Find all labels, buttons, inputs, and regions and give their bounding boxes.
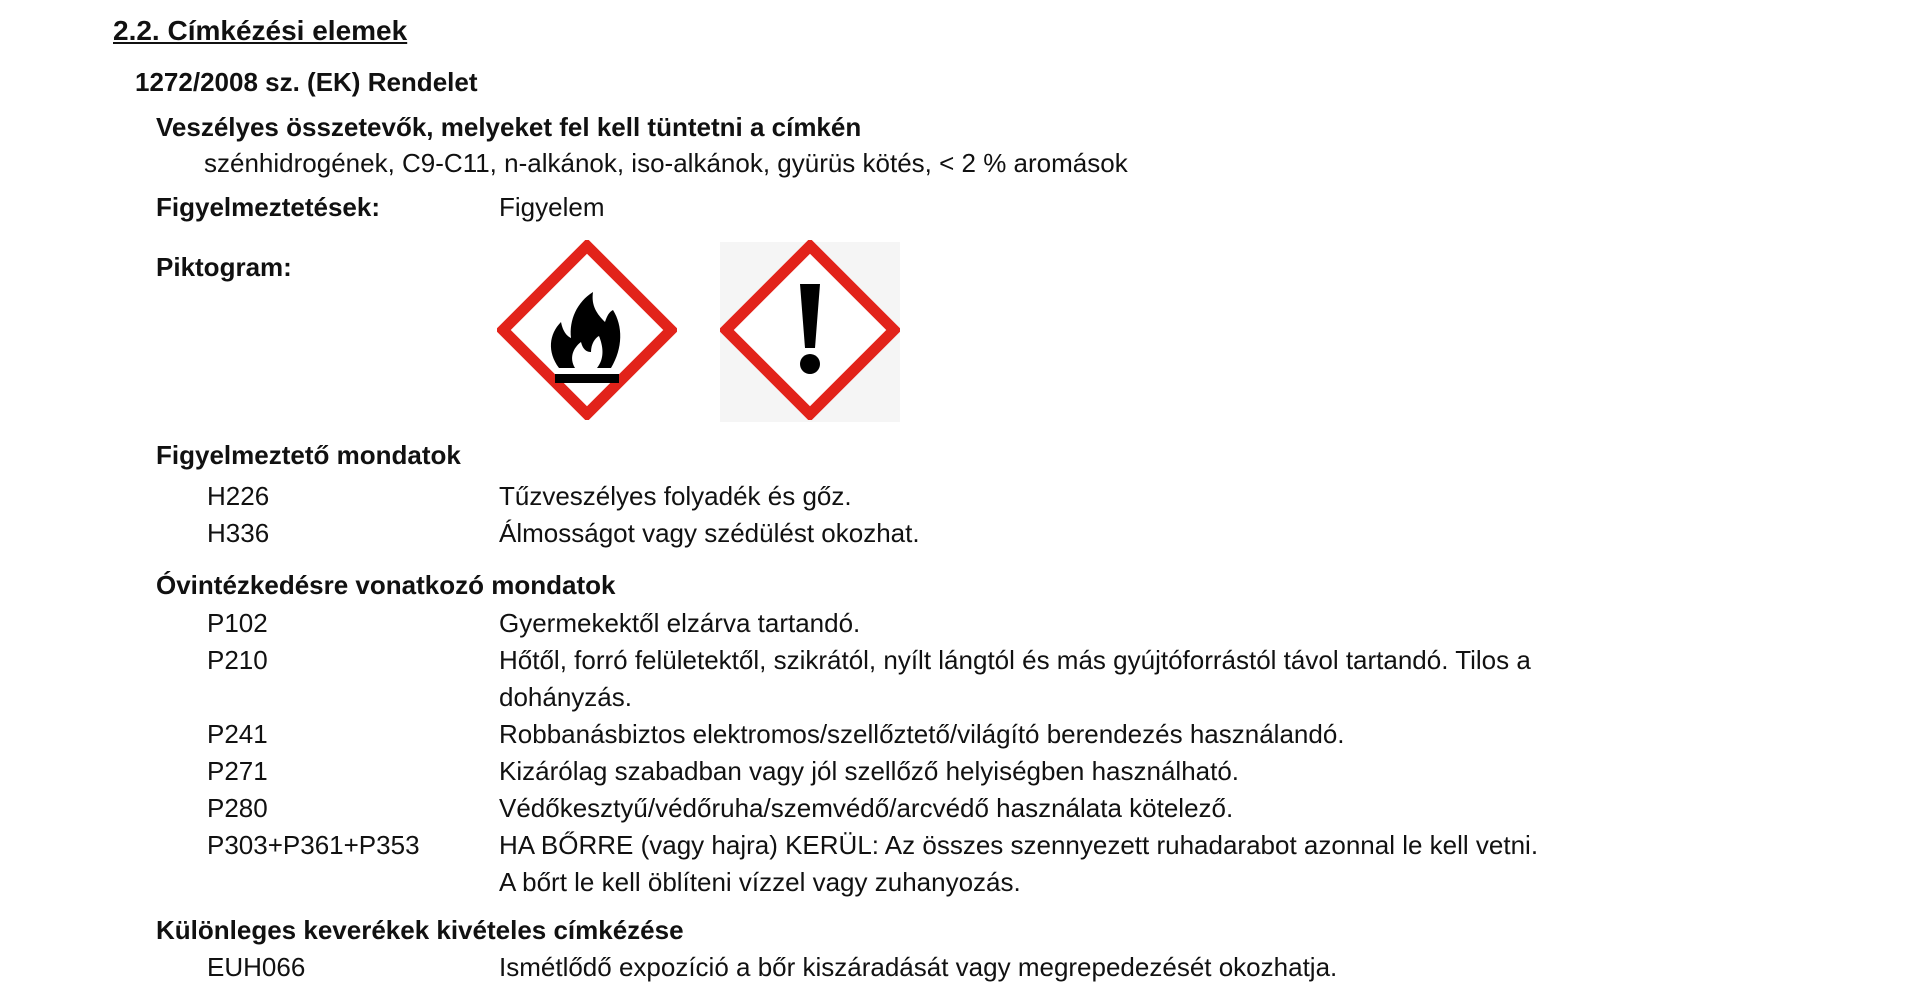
hazard-text: Tűzveszélyes folyadék és gőz. (499, 481, 852, 511)
regulation-heading: 1272/2008 sz. (EK) Rendelet (135, 67, 478, 97)
hazardous-components-heading: Veszélyes összetevők, melyeket fel kell tüntetni a címkén (156, 112, 862, 142)
precaution-code: P210 (207, 645, 268, 675)
hazard-text: Álmosságot vagy szédülést okozhat. (499, 518, 920, 548)
precaution-text-continued: A bőrt le kell öblíteni vízzel vagy zuhanyozás. (499, 867, 1021, 897)
hazard-code: H226 (207, 481, 270, 511)
hazard-statements-heading: Figyelmeztető mondatok (156, 440, 461, 470)
flame-pictogram-icon (497, 240, 677, 420)
hazardous-components-text: szénhidrogének, C9-C11, n-alkánok, iso-alkánok, gyürüs kötés, < 2 % aromások (204, 148, 1128, 178)
hazard-code: H336 (207, 518, 270, 548)
precaution-text: Robbanásbiztos elektromos/szellőztető/világító berendezés használandó. (499, 719, 1345, 749)
exclamation-pictogram-icon (720, 240, 900, 420)
section-title: 2.2. Címkézési elemek (113, 15, 408, 46)
precaution-text: Védőkesztyű/védőruha/szemvédő/arcvédő használata kötelező. (499, 793, 1234, 823)
precautionary-statements-heading: Óvintézkedésre vonatkozó mondatok (156, 570, 616, 600)
precaution-code: P102 (207, 608, 268, 638)
signal-word-value: Figyelem (499, 192, 605, 222)
precaution-text: Hőtől, forró felületektől, szikrától, nyílt lángtól és más gyújtóforrástól távol tartandó. Tilos a (499, 645, 1531, 675)
precaution-code: P241 (207, 719, 268, 749)
euh-text: Ismétlődő expozíció a bőr kiszáradását vagy megrepedezését okozhatja. (499, 952, 1338, 982)
signal-word-label: Figyelmeztetések: (156, 192, 380, 222)
precaution-code: P303+P361+P353 (207, 830, 420, 860)
pictogram-label: Piktogram: (156, 252, 292, 282)
euh-code: EUH066 (207, 952, 306, 982)
precaution-text-continued: dohányzás. (499, 682, 632, 712)
precaution-code: P280 (207, 793, 268, 823)
precaution-code: P271 (207, 756, 268, 786)
special-labelling-heading: Különleges keverékek kivételes címkézése (156, 915, 684, 945)
precaution-text: HA BŐRRE (vagy hajra) KERÜL: Az összes szennyezett ruhadarabot azonnal le kell vetni. (499, 830, 1539, 860)
precaution-text: Kizárólag szabadban vagy jól szellőző helyiségben használható. (499, 756, 1240, 786)
precaution-text: Gyermekektől elzárva tartandó. (499, 608, 861, 638)
